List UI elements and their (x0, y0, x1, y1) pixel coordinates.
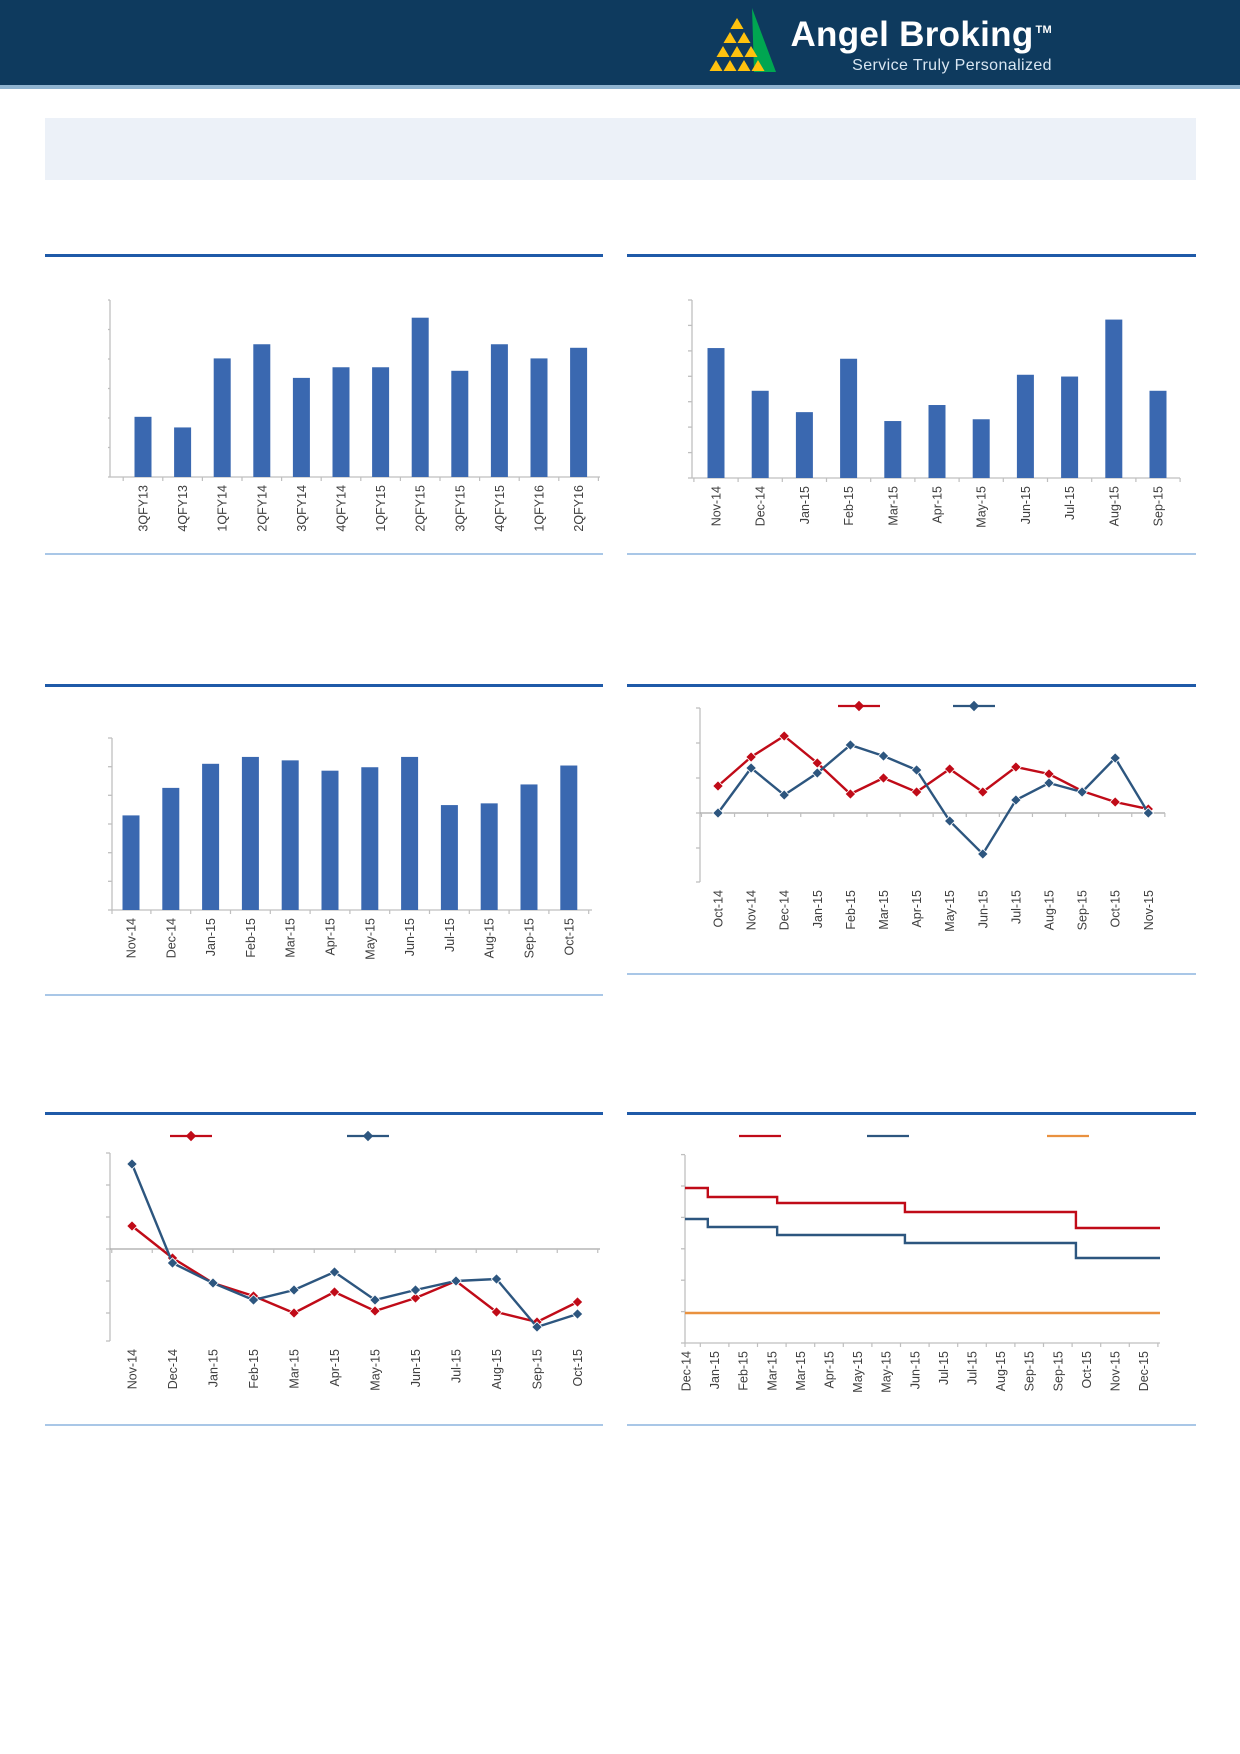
divider (45, 684, 603, 687)
monthly-bar-chart-middle-canvas (95, 730, 607, 992)
x-axis-label: May-15 (851, 1351, 866, 1393)
x-axis-label: Apr-15 (930, 486, 945, 524)
x-axis-label: Nov-14 (125, 1349, 140, 1390)
x-axis-label: Feb-15 (247, 1349, 261, 1389)
x-axis-label: Jan-15 (810, 890, 825, 929)
x-axis-label: May-15 (943, 890, 958, 932)
x-axis-label: 4QFY14 (334, 485, 349, 532)
x-axis-label: Mar-15 (886, 486, 901, 526)
divider (627, 973, 1196, 975)
monthly-bar-chart-top-canvas (688, 290, 1193, 562)
x-axis-label: Dec-14 (679, 1351, 694, 1392)
divider (627, 1112, 1196, 1115)
x-axis-label: 3QFY13 (136, 485, 151, 532)
x-axis-label: Jan-15 (206, 1349, 221, 1388)
x-axis-label: Aug-15 (1042, 890, 1057, 931)
x-axis-label: Jun-15 (409, 1349, 423, 1388)
divider (627, 684, 1196, 687)
divider (45, 994, 603, 996)
step-line-chart-bottom-canvas (670, 1125, 1193, 1421)
dual-line-chart-middle (690, 700, 1193, 962)
divider (45, 1424, 603, 1426)
x-axis-label: Oct-15 (1079, 1351, 1094, 1389)
x-axis-label: Jan-15 (797, 486, 812, 525)
x-axis-label: Nov-14 (709, 486, 724, 527)
x-axis-label: 2QFY14 (255, 485, 270, 532)
x-axis-label: Mar-15 (287, 1349, 302, 1389)
x-axis-label: Jun-15 (976, 890, 991, 929)
x-axis-label: Nov-14 (744, 890, 759, 931)
x-axis-label: Dec-14 (777, 890, 792, 931)
x-axis-label: Aug-15 (490, 1349, 504, 1390)
x-axis-label: Dec-14 (164, 918, 179, 959)
title-placeholder-panel (45, 118, 1196, 180)
x-axis-label: Jan-15 (204, 918, 219, 957)
quarterly-bar-chart-canvas (108, 290, 618, 562)
x-axis-label: Jul-15 (1063, 486, 1078, 521)
x-axis-label: Oct-15 (571, 1349, 585, 1387)
x-axis-label: 1QFY15 (374, 485, 389, 532)
x-axis-label: Oct-15 (1108, 890, 1123, 928)
step-line-chart-bottom (670, 1125, 1193, 1421)
monthly-bar-chart-top (688, 290, 1193, 562)
brand-block (704, 6, 1052, 76)
x-axis-label: Dec-15 (1137, 1351, 1152, 1392)
x-axis-label: May-15 (363, 918, 378, 960)
divider (45, 1112, 603, 1115)
brand-name: Angel Broking ™ (790, 15, 1052, 54)
x-axis-label: Mar-15 (283, 918, 298, 958)
x-axis-label: Dec-14 (166, 1349, 180, 1390)
x-axis-label: Jul-15 (965, 1351, 980, 1386)
brand-text (790, 6, 1052, 75)
x-axis-label: 3QFY14 (294, 485, 309, 532)
x-axis-label: May-15 (879, 1351, 894, 1393)
x-axis-label: 4QFY15 (492, 485, 507, 532)
x-axis-label: Mar-15 (877, 890, 891, 930)
x-axis-label: Feb-15 (736, 1351, 751, 1391)
x-axis-label: May-15 (368, 1349, 383, 1391)
x-axis-label: Mar-15 (793, 1351, 808, 1391)
x-axis-label: Sep-15 (1022, 1351, 1037, 1392)
x-axis-label: 4QFY13 (176, 485, 191, 532)
x-axis-label: Jul-15 (1009, 890, 1024, 925)
x-axis-label: Nov-15 (1141, 890, 1156, 931)
x-axis-label: Dec-14 (753, 486, 768, 527)
x-axis-label: Sep-15 (522, 918, 537, 959)
x-axis-label: 2QFY15 (413, 485, 428, 532)
x-axis-label: Jan-15 (708, 1351, 723, 1390)
x-axis-label: 2QFY16 (572, 484, 587, 532)
x-axis-label: Apr-15 (910, 890, 925, 928)
x-axis-label: Apr-15 (328, 1349, 342, 1387)
x-axis-label: Feb-15 (843, 890, 858, 930)
x-axis-label: 3QFY15 (453, 485, 468, 532)
x-axis-label: Nov-14 (124, 918, 139, 959)
x-axis-label: Jul-15 (449, 1349, 464, 1384)
x-axis-label: Apr-15 (822, 1351, 837, 1389)
header-bar (0, 0, 1240, 89)
x-axis-label: Nov-15 (1108, 1351, 1123, 1392)
x-axis-label: Jun-15 (908, 1351, 923, 1390)
x-axis-label: 1QFY14 (215, 485, 230, 532)
dual-line-chart-bottom-canvas (95, 1125, 607, 1417)
x-axis-label: Oct-14 (711, 890, 726, 928)
angel-broking-logo-icon (704, 6, 780, 76)
dual-line-chart-bottom (95, 1125, 607, 1417)
trademark-symbol: TM (1035, 24, 1052, 37)
monthly-bar-chart-middle (95, 730, 607, 992)
dual-line-chart-middle-canvas (690, 700, 1193, 962)
x-axis-label: May-15 (974, 486, 989, 528)
x-axis-label: Mar-15 (765, 1351, 780, 1391)
x-axis-label: Jul-15 (442, 918, 457, 953)
x-axis-label: Aug-15 (994, 1351, 1009, 1392)
x-axis-label: Oct-15 (562, 918, 577, 956)
x-axis-label: Feb-15 (243, 918, 258, 958)
x-axis-label: Sep-15 (1151, 486, 1166, 527)
x-axis-label: Jun-15 (403, 918, 418, 957)
x-axis-label: 1QFY16 (532, 485, 547, 532)
x-axis-label: Feb-15 (842, 486, 857, 526)
x-axis-label: Sep-15 (1075, 890, 1090, 931)
x-axis-label: Jul-15 (936, 1351, 951, 1386)
x-axis-label: Aug-15 (482, 918, 497, 959)
divider (627, 254, 1196, 257)
x-axis-label: Sep-15 (1051, 1351, 1066, 1392)
brand-tagline: Service Truly Personalized (852, 57, 1052, 74)
x-axis-label: Jun-15 (1018, 486, 1033, 525)
divider (45, 254, 603, 257)
quarterly-bar-chart (108, 290, 618, 562)
x-axis-label: Sep-15 (530, 1349, 545, 1390)
divider (627, 1424, 1196, 1426)
x-axis-label: Aug-15 (1107, 486, 1122, 527)
x-axis-label: Apr-15 (323, 918, 338, 956)
